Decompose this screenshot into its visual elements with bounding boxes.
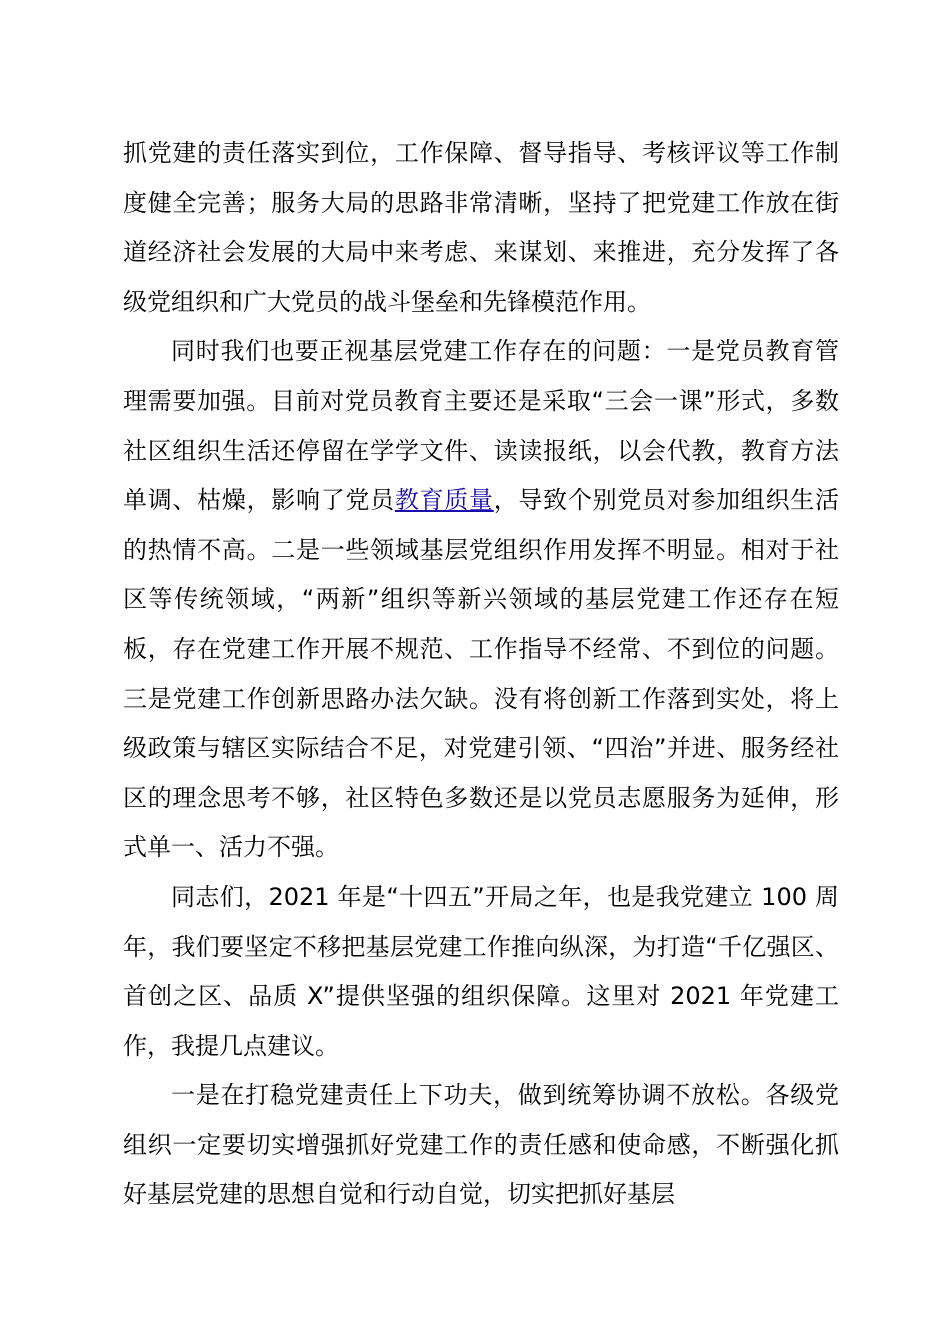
education-quality-link[interactable]: 教育质量 xyxy=(394,486,494,515)
paragraph-4-text: 一是在打稳党建责任上下功夫，做到统筹协调不放松。各级党组织一定要切实增强抓好党建工作的责任感和使命感，不断强化抓好基层党建的思想自觉和行动自觉，切实把抓好基层 xyxy=(123,1081,839,1209)
paragraph-1-text: 抓党建的责任落实到位，工作保障、督导指导、考核评议等工作制度健全完善；服务大局的思路非常清晰，坚持了把党建工作放在街道经济社会发展的大局中来考虑、来谋划、来推进，充分发挥了各级党组织和广大党员的战斗堡垒和先锋模范作用。 xyxy=(123,139,839,316)
paragraph-3-text: 同志们，2021 年是“十四五”开局之年，也是我党建立 100 周年，我们要坚定不移把基层党建工作推向纵深，为打造“千亿强区、首创之区、品质 X”提供坚强的组织保障。这里对 2021 年党建工作，我提几点建议。 xyxy=(123,882,839,1060)
paragraph-2 xyxy=(123,327,839,873)
paragraph-2-text-end: ，导致个别党员对参加组织生活的热情不高。二是一些领域基层党组织作用发挥不明显。相对于社区等传统领域，“两新”组织等新兴领域的基层党建工作还存在短板，存在党建工作开展不规范、工作指导不经常、不到位的问题。三是党建工作创新思路办法欠缺。没有将创新工作落到实处，将上级政策与辖区实际结合不足，对党建引领、“四治”并进、服务经社区的理念思考不够，社区特色多数还是以党员志愿服务为延伸，形式单一、活力不强。 xyxy=(123,486,840,862)
document-body xyxy=(123,129,839,1220)
paragraph-3 xyxy=(123,873,839,1071)
paragraph-4 xyxy=(123,1071,839,1220)
paragraph-1 xyxy=(123,129,839,327)
paragraph-2-text-start: 同时我们也要正视基层党建工作存在的问题：一是党员教育管理需要加强。目前对党员教育主要还是采取“三会一课”形式，多数社区组织生活还停留在学学文件、读读报纸，以会代教，教育方法单调、枯燥，影响了党员 xyxy=(123,337,839,515)
